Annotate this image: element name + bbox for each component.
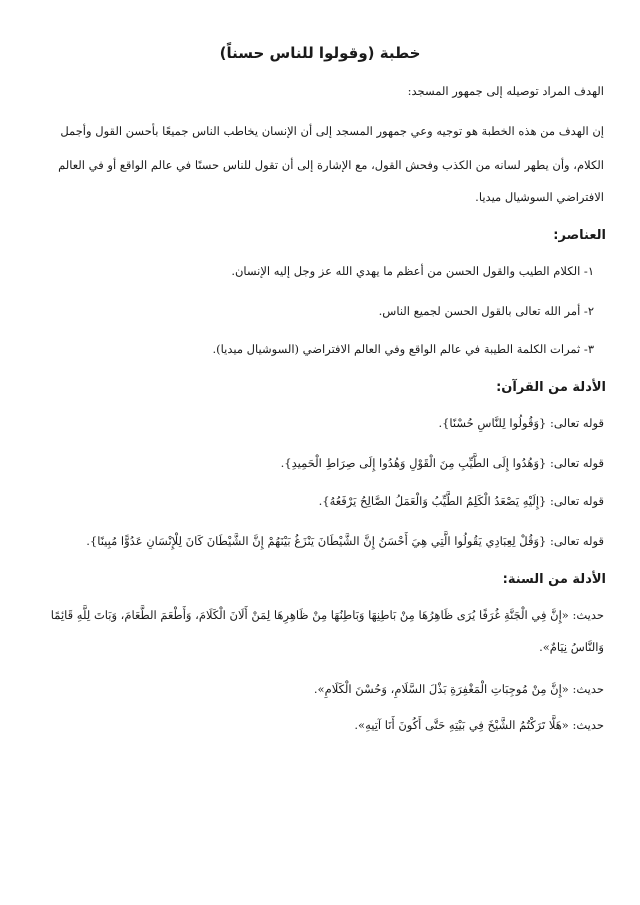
quran-verse-3: قوله تعالى: {إِلَيْهِ يَصْعَدُ الْكَلِمُ الطَّيِّبُ وَالْعَمَلُ الصَّالِحُ يَرْفَعُهُ}.: [318, 494, 604, 508]
quran-verse-2: قوله تعالى: {وَهُدُوا إِلَى الطَّيِّبِ مِنَ الْقَوْلِ وَهُدُوا إِلَى صِرَاطِ الْحَمِيدِ}.: [280, 456, 604, 470]
page-title: خطبة (وقولوا للناس حسناً): [219, 44, 421, 62]
hadith-1-line-2: وَالنَّاسُ نِيَامٌ».: [539, 640, 604, 654]
goal-line-2: الكلام، وأن يطهر لسانه من الكذب وفحش القول، مع الإشارة إلى أن تقول للناس حسنًا في عالم الواقع أو في العالم: [58, 158, 604, 172]
goal-line-3: الافتراضي السوشيال ميديا.: [475, 190, 604, 204]
element-item-2: ٢- أمر الله تعالى بالقول الحسن لجميع الناس.: [378, 304, 594, 318]
goal-label: الهدف المراد توصيله إلى جمهور المسجد:: [407, 84, 604, 98]
element-item-1: ١- الكلام الطيب والقول الحسن من أعظم ما يهدي الله عز وجل إليه الإنسان.: [231, 264, 594, 278]
quran-verse-4: قوله تعالى: {وَقُلْ لِعِبَادِي يَقُولُوا الَّتِي هِيَ أَحْسَنُ إِنَّ الشَّيْطَانَ يَنْزَغُ بَيْنَهُمْ إِنَّ الشَّيْطَانَ كَانَ لِلْإِنْسَانِ عَدُوًّا مُبِينًا}.: [86, 534, 604, 548]
quran-verse-1: قوله تعالى: {وَقُولُوا لِلنَّاسِ حُسْنًا}.: [438, 416, 604, 430]
hadith-2: حديث: «إِنَّ مِنْ مُوجِبَاتِ الْمَغْفِرَةِ بَذْلَ السَّلَامِ، وَحُسْنَ الْكَلَامِ».: [313, 682, 604, 696]
hadith-1-line-1: حديث: «إِنَّ فِي الْجَنَّةِ غُرَفًا يُرَى ظَاهِرُهَا مِنْ بَاطِنِهَا وَبَاطِنُهَا مِنْ ظَاهِرِهَا لِمَنْ أَلَانَ الْكَلَامَ، وَأَطْعَمَ الطَّعَامَ، وَبَاتَ لِلَّهِ قَائِمًا: [50, 608, 604, 622]
goal-line-1: إن الهدف من هذه الخطبة هو توجيه وعي جمهور المسجد إلى أن الإنسان يخاطب الناس جميعًا بأحسن القول وأجمل: [60, 124, 604, 138]
hadith-3: حديث: «هَلَّا تَرَكْتُمُ الشَّيْخَ فِي بَيْتِهِ حَتَّى أَكُونَ أَنَا آتِيهِ».: [354, 718, 604, 732]
element-item-3: ٣- ثمرات الكلمة الطيبة في عالم الواقع وفي العالم الافتراضي (السوشيال ميديا).: [212, 342, 594, 356]
quran-heading: الأدلة من القرآن:: [496, 380, 606, 395]
sunnah-heading: الأدلة من السنة:: [502, 572, 606, 587]
elements-heading: العناصر:: [553, 228, 606, 243]
